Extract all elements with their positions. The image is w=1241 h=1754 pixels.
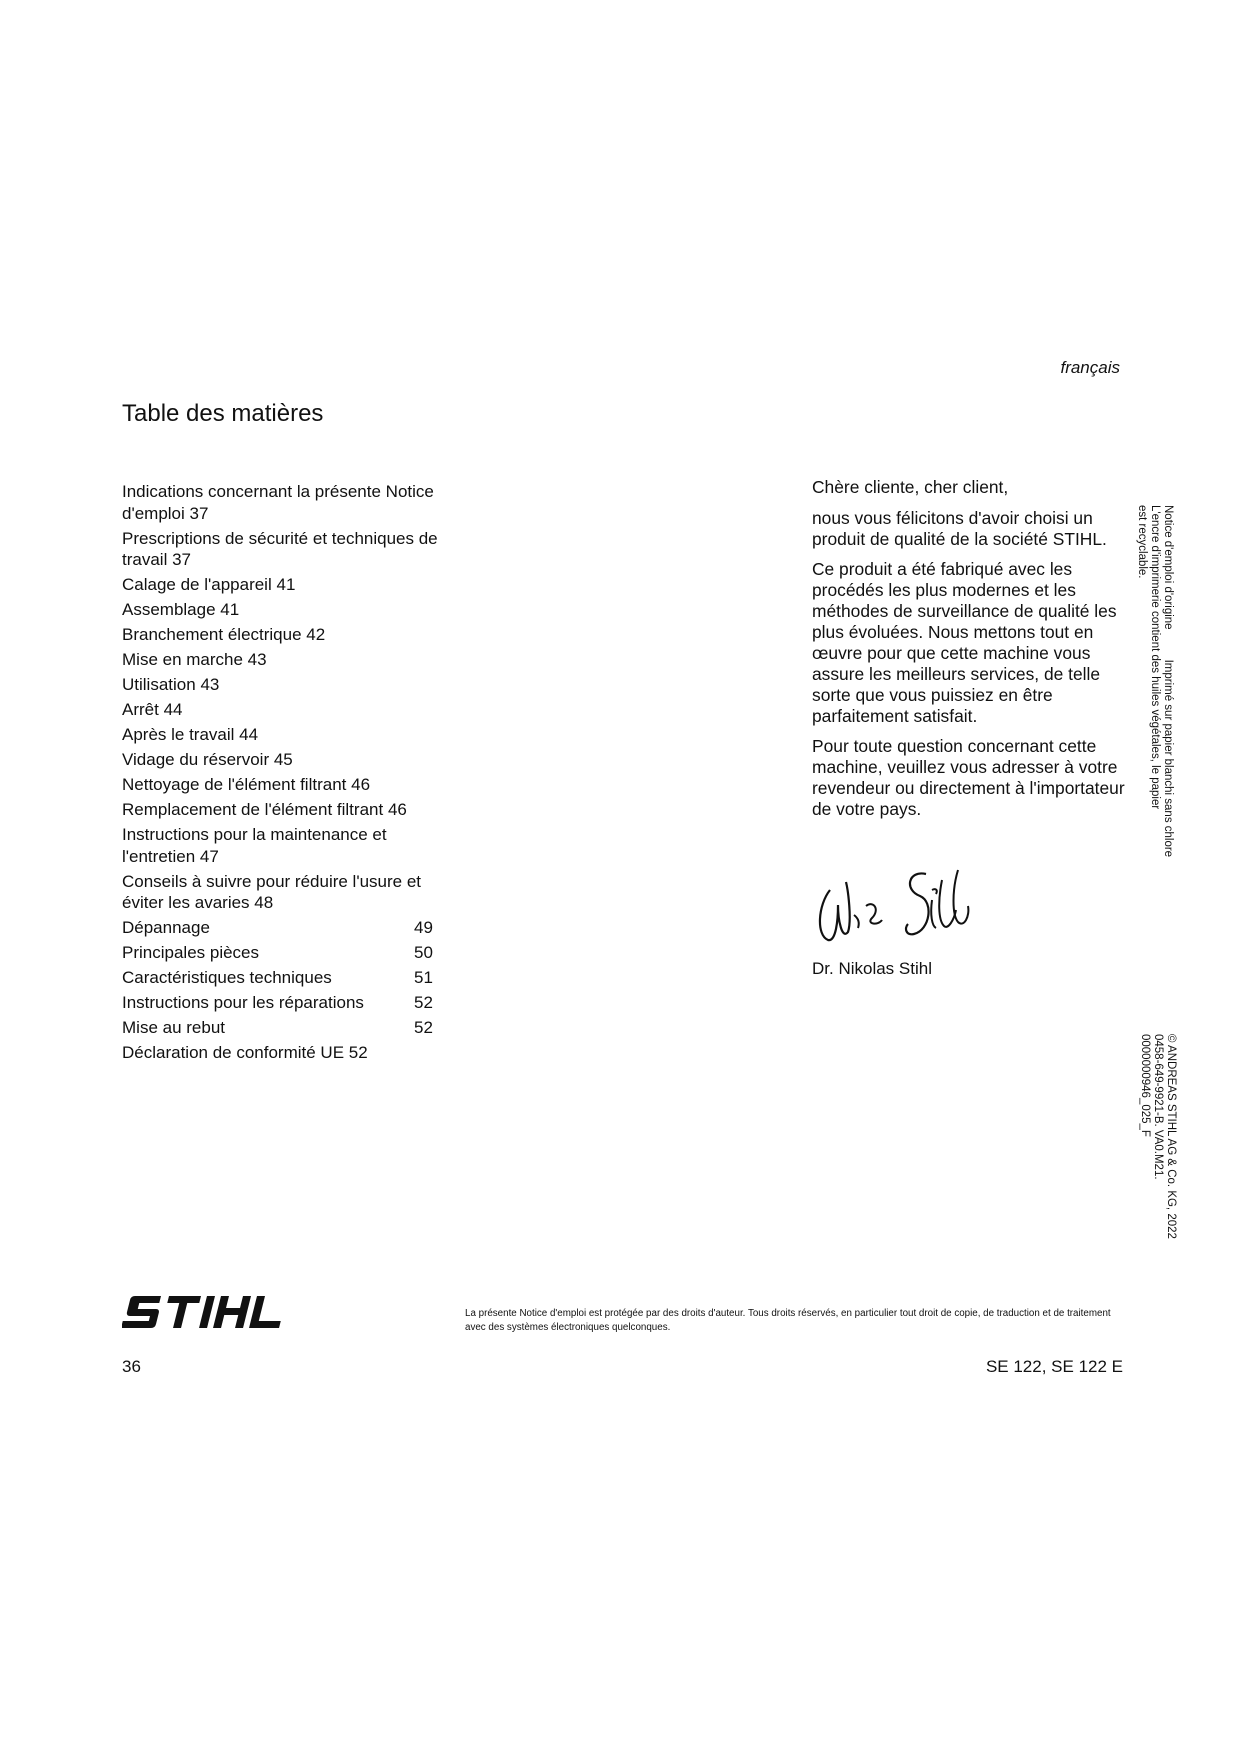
toc-entry-page: 52 bbox=[348, 1043, 368, 1062]
toc-entry-title: Assemblage bbox=[122, 600, 216, 619]
toc-entry bbox=[122, 528, 442, 571]
side-copyright-line1: © ANDREAS STIHL AG & Co. KG, 2022 bbox=[1165, 1034, 1177, 1239]
toc-entry-title: Après le travail bbox=[122, 725, 235, 744]
toc-entry-title: Dépannage bbox=[122, 918, 210, 937]
toc-entry-title: Caractéristiques techniques bbox=[122, 968, 332, 987]
toc-entry-page: 44 bbox=[163, 700, 183, 719]
model-name: SE 122, SE 122 E bbox=[985, 1357, 1123, 1376]
toc-entry bbox=[122, 649, 442, 671]
toc-entry bbox=[122, 574, 442, 596]
language-label: français bbox=[1060, 358, 1120, 377]
toc-entry-title: Branchement électrique bbox=[122, 625, 302, 644]
toc-title: Table des matières bbox=[122, 400, 324, 427]
toc-entry-title: Instructions pour les réparations bbox=[122, 993, 364, 1012]
toc-entry-page: 46 bbox=[351, 775, 371, 794]
toc-entry-page: 48 bbox=[254, 893, 274, 912]
toc-entry bbox=[122, 967, 442, 989]
side-note-line1a: Notice d'emploi d'origine bbox=[1162, 505, 1174, 630]
stihl-logo bbox=[122, 1292, 290, 1332]
toc-entry-title: Indications concernant la présente Notice d'emploi bbox=[122, 482, 434, 523]
side-note-line2: L'encre d'imprimerie contient des huiles végétales, le papier bbox=[1149, 505, 1161, 810]
side-note-line1b: Imprimé sur papier blanchi sans chlore bbox=[1162, 659, 1174, 858]
signer-name: Dr. Nikolas Stihl bbox=[812, 959, 932, 978]
side-copyright-line3: 0000000946_025_F bbox=[1139, 1034, 1151, 1137]
toc-entry bbox=[122, 1042, 442, 1064]
toc-entry-title: Mise au rebut bbox=[122, 1018, 225, 1037]
side-copyright-line2: 0458-649-9921-B. VA0.M21. bbox=[1152, 1034, 1164, 1180]
toc-entry-page: 47 bbox=[199, 846, 219, 866]
toc-entry-page: 52 bbox=[414, 993, 433, 1012]
toc-entry bbox=[122, 917, 442, 939]
toc-entry-title: Instructions pour la maintenance et l'entretien bbox=[122, 825, 387, 866]
toc-entry bbox=[122, 674, 442, 696]
side-copyright bbox=[1138, 1034, 1177, 1239]
toc-entry bbox=[122, 724, 442, 746]
side-note bbox=[1135, 505, 1174, 857]
copyright-notice: La présente Notice d'emploi est protégée par des droits d'auteur. Tous droits réservés, en particulier tout droit de copie, de traduction et de traitement avec des systèmes électroniques quelconques. bbox=[465, 1308, 1111, 1333]
toc-entry-title: Déclaration de conformité UE bbox=[122, 1043, 345, 1062]
table-of-contents bbox=[122, 481, 442, 1067]
toc-entry bbox=[122, 481, 442, 524]
toc-entry bbox=[122, 824, 442, 867]
toc-entry-page: 43 bbox=[200, 675, 220, 694]
toc-entry-page: 42 bbox=[306, 625, 326, 644]
toc-entry-title: Vidage du réservoir bbox=[122, 750, 270, 769]
signature-image bbox=[808, 860, 978, 952]
toc-entry-title: Mise en marche bbox=[122, 650, 243, 669]
page-number: 36 bbox=[122, 1357, 141, 1376]
toc-entry-page: 50 bbox=[414, 943, 433, 962]
toc-entry-page: 43 bbox=[247, 650, 267, 669]
toc-entry bbox=[122, 599, 442, 621]
letter-paragraph-2: Ce produit a été fabriqué avec les procédés les plus modernes et les méthodes de surveillance de qualité les plus évoluées. Nous mettons tout en œuvre pour que cette machine vous assure les meilleurs services, de telle sorte que vous puissiez en être parfaitement satisfait. bbox=[812, 559, 1117, 726]
toc-entry-page: 37 bbox=[189, 503, 209, 523]
letter-paragraph-1: nous vous félicitons d'avoir choisi un produit de qualité de la société STIHL. bbox=[812, 508, 1107, 549]
toc-entry-page: 37 bbox=[172, 550, 192, 569]
toc-entry-title: Prescriptions de sécurité et techniques de travail bbox=[122, 528, 438, 569]
letter-greeting: Chère cliente, cher client, bbox=[812, 477, 1009, 497]
toc-entry-page: 51 bbox=[414, 968, 433, 987]
toc-entry bbox=[122, 774, 442, 796]
side-note-line3: est recyclable. bbox=[1136, 505, 1148, 579]
toc-entry-title: Utilisation bbox=[122, 675, 196, 694]
toc-entry-title: Conseils à suivre pour réduire l'usure et éviter les avaries bbox=[122, 871, 422, 912]
toc-entry-page: 52 bbox=[414, 1018, 433, 1037]
toc-entry-title: Arrêt bbox=[122, 700, 159, 719]
toc-entry-page: 45 bbox=[273, 750, 293, 769]
toc-entry-title: Calage de l'appareil bbox=[122, 575, 272, 594]
toc-entry bbox=[122, 871, 442, 914]
toc-entry bbox=[122, 749, 442, 771]
letter-paragraph-3: Pour toute question concernant cette machine, veuillez vous adresser à votre revendeur ou directement à l'importateur de votre pays. bbox=[812, 736, 1125, 819]
toc-entry bbox=[122, 992, 442, 1014]
toc-entry bbox=[122, 699, 442, 721]
toc-entry-title: Remplacement de l'élément filtrant bbox=[122, 800, 384, 819]
toc-entry-title: Nettoyage de l'élément filtrant bbox=[122, 775, 347, 794]
welcome-letter bbox=[812, 477, 1132, 829]
toc-entry bbox=[122, 942, 442, 964]
toc-entry bbox=[122, 1017, 442, 1039]
toc-entry bbox=[122, 799, 442, 821]
toc-entry-page: 44 bbox=[239, 725, 259, 744]
toc-entry-title: Principales pièces bbox=[122, 943, 260, 962]
toc-entry-page: 49 bbox=[414, 918, 433, 937]
toc-entry-page: 41 bbox=[220, 600, 240, 619]
toc-entry-page: 46 bbox=[387, 800, 407, 819]
toc-entry-page: 41 bbox=[276, 575, 296, 594]
toc-entry bbox=[122, 624, 442, 646]
